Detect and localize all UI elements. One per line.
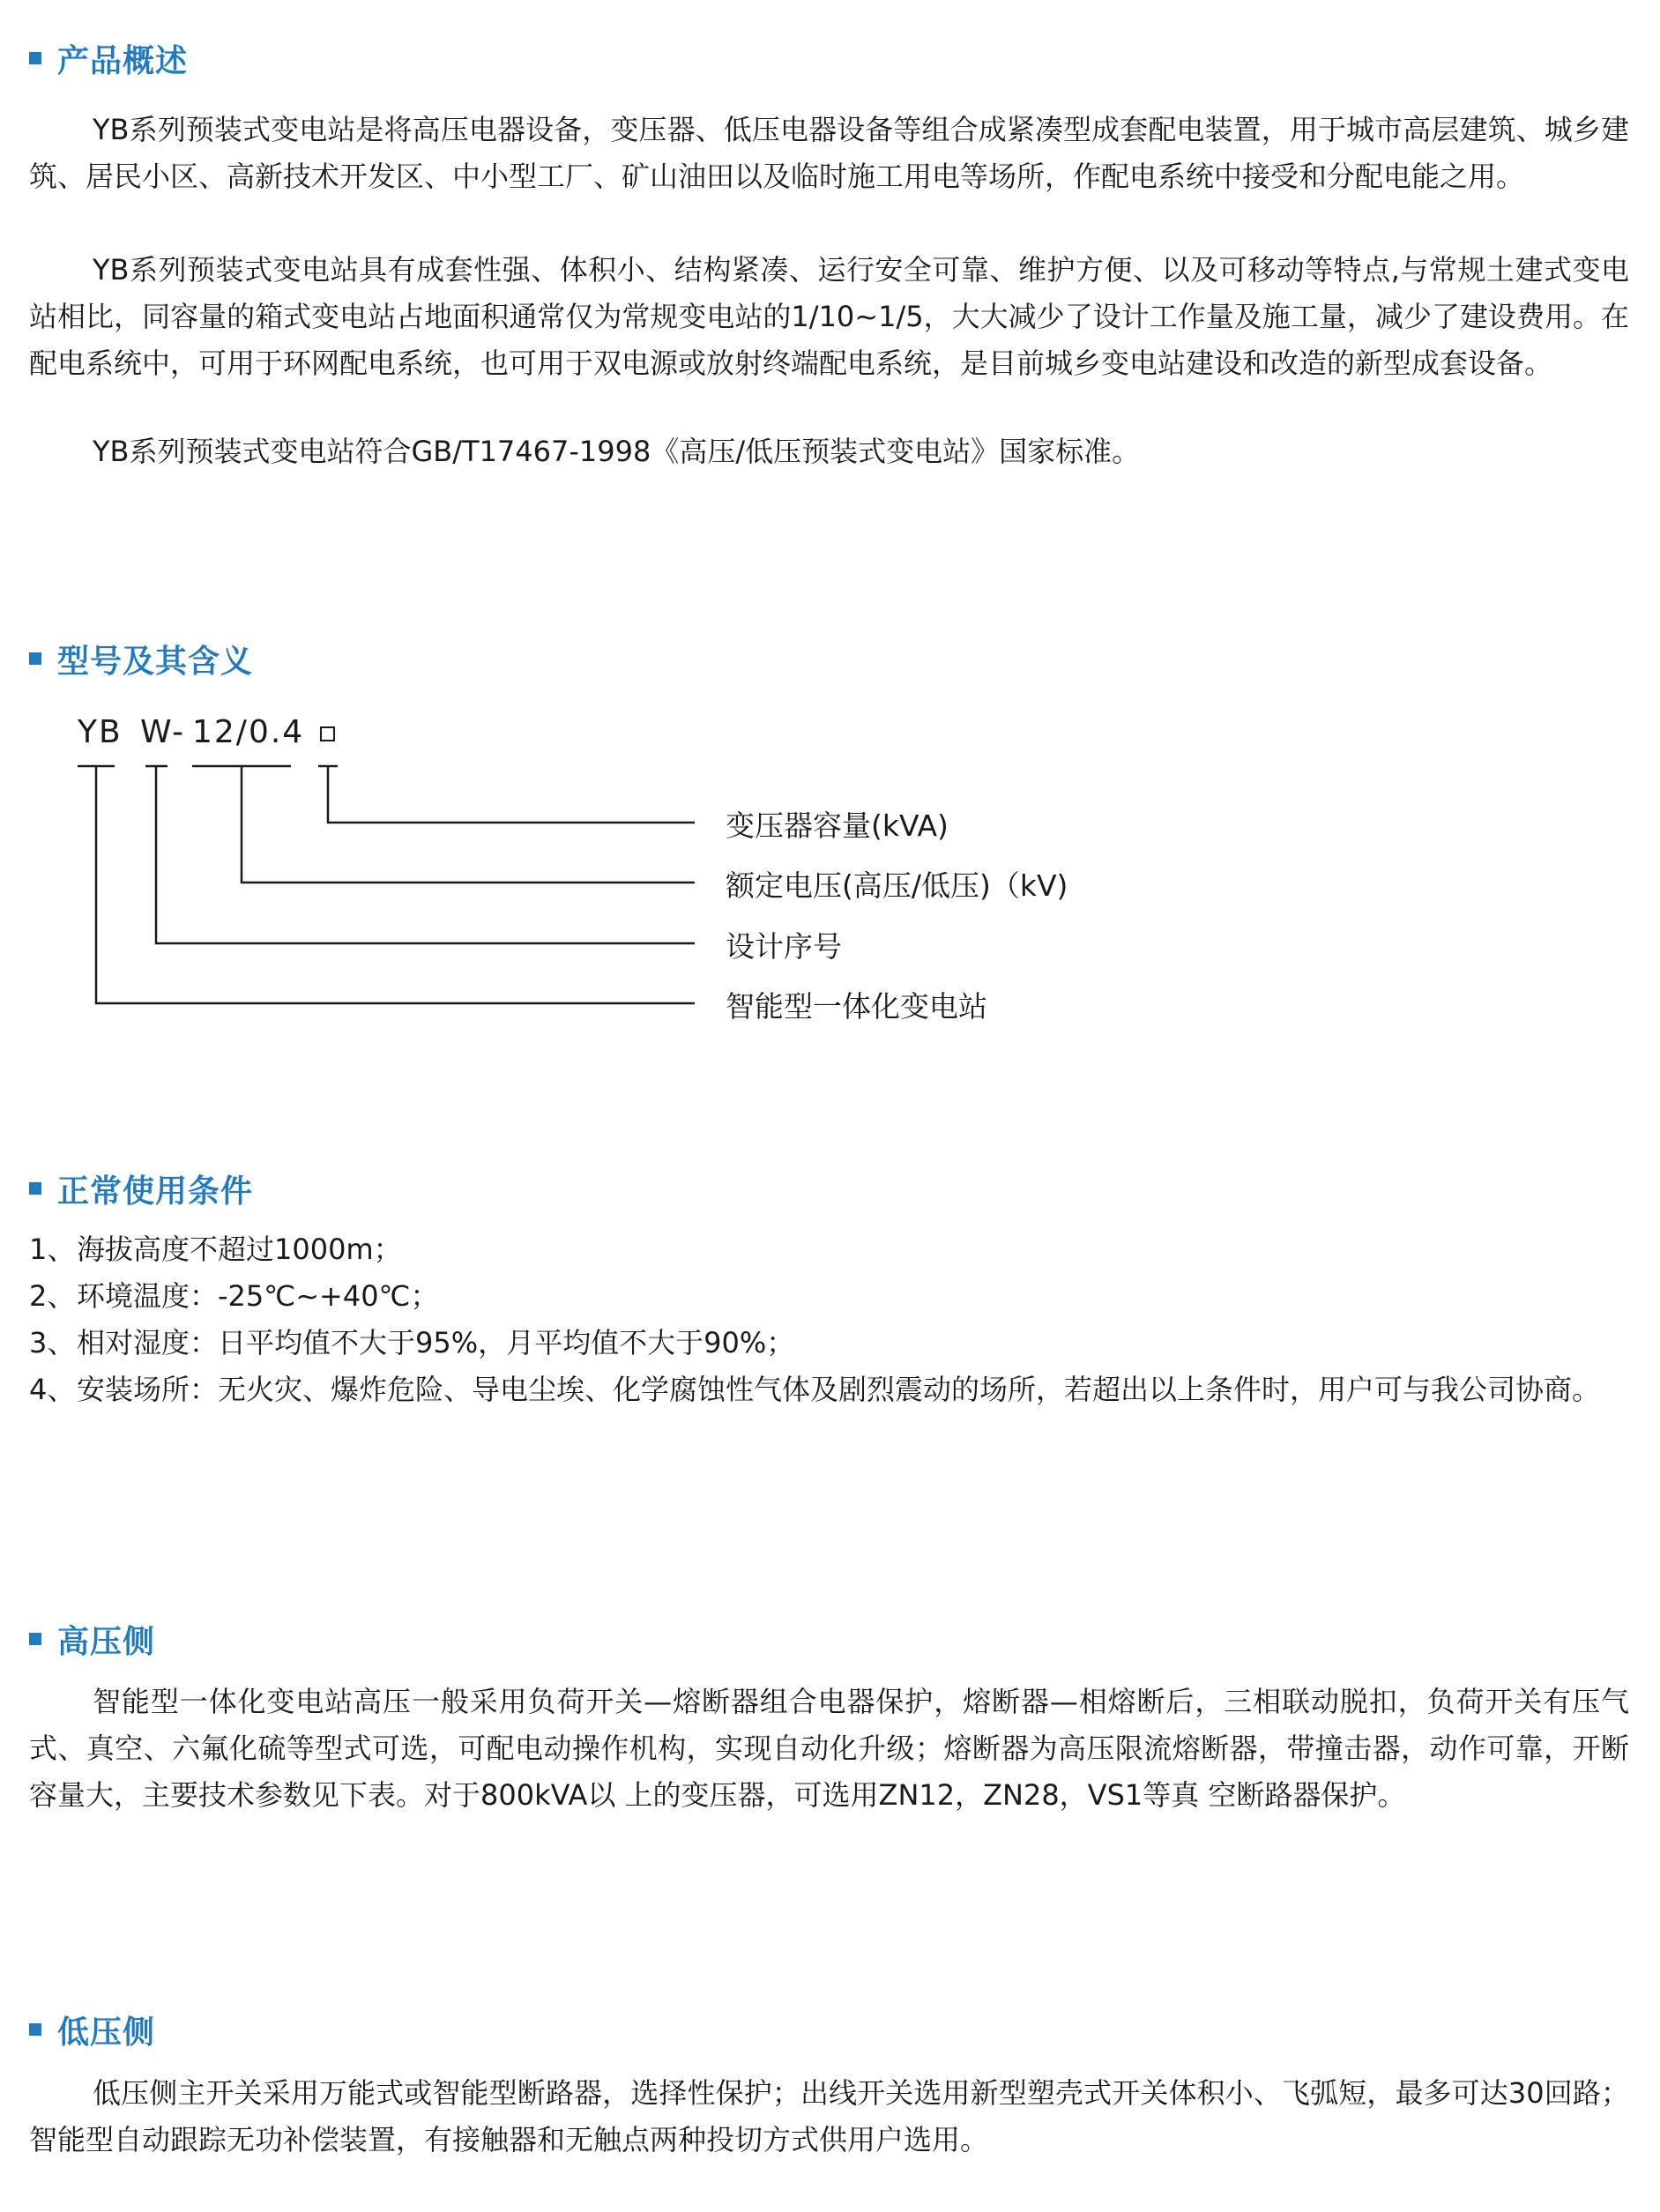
high-voltage-paragraph: 智能型一体化变电站高压一般采用负荷开关—熔断器组合电器保护，熔断器—相熔断后，三相联动脱扣，负荷开关有压气式、真空、六氟化硫等型式可选，可配电动操作机构，实现自动化升级；熔断器为高压限流熔断器，带撞击器，动作可靠，开断容量大，主要技术参数见下表。对于800kVA以 上的变压器，可选用ZN12，ZN28，VS1等真 空断路器保护。 (29, 1685, 1629, 1812)
leader-type (96, 766, 695, 1003)
overview-paragraph-1: YB系列预装式变电站是将高压电器设备，变压器、低压电器设备等组合成紧凑型成套配电装置，用于城市高层建筑、城乡建筑、居民小区、高新技术开发区、中小型工厂、矿山油田以及临时施工用电等场所，作配电系统中接受和分配电能之用。 (29, 113, 1629, 193)
legend-capacity: 变压器容量(kVA) (726, 808, 949, 843)
square-bullet-icon (29, 1182, 41, 1195)
section-heading-model (29, 632, 253, 685)
list-item-number: 2、 (29, 1279, 76, 1313)
leader-rating (242, 766, 695, 883)
section-title: 高压侧 (57, 1623, 156, 1660)
legend-type: 智能型一体化变电站 (726, 989, 987, 1024)
low-voltage-paragraph: 低压侧主开关采用万能式或智能型断路器，选择性保护；出线开关选用新型塑壳式开关体积小、飞弧短，最多可达30回路；智能型自动跟踪无功补偿装置，有接触器和无触点两种投切方式供用户选用。 (29, 2076, 1629, 2156)
list-item-number: 4、 (29, 1373, 76, 1406)
list-item-text: 安装场所：无火灾、爆炸危险、导电尘埃、化学腐蚀性气体及剧烈震动的场所，若超出以上条件时，用户可与我公司协商。 (77, 1373, 1601, 1406)
leader-design (156, 766, 695, 943)
list-item-text: 相对湿度：日平均值不大于95%，月平均值不大于90%； (77, 1326, 795, 1359)
legend-voltage: 额定电压(高压/低压)（kV) (726, 868, 1068, 903)
section-title: 产品概述 (57, 42, 189, 79)
overview-paragraph-2: YB系列预装式变电站具有成套性强、体积小、结构紧凑、运行安全可靠、维护方便、以及可移动等特点,与常规土建式变电站相比，同容量的箱式变电站占地面积通常仅为常规变电站的1/10~1/5，大大减少了设计工作量及施工量，减少了建设费用。在配电系统中，可用于环网配电系统，也可用于双电源或放射终端配电系统，是目前城乡变电站建设和改造的新型成套设备。 (29, 253, 1629, 380)
model-code-yb: YB (78, 714, 123, 750)
list-item (29, 1320, 1629, 1367)
section-heading-high-voltage (29, 1612, 155, 1665)
list-item (29, 1226, 1629, 1273)
conditions-list (29, 1226, 1629, 1413)
list-item-text: 海拔高度不超过1000m； (77, 1233, 402, 1266)
overview-paragraph-3: YB系列预装式变电站符合GB/T17467-1998《高压/低压预装式变电站》国家标准。 (93, 435, 1141, 468)
section-title: 型号及其含义 (57, 643, 254, 680)
list-item-number: 3、 (29, 1326, 76, 1359)
section-title: 正常使用条件 (57, 1173, 254, 1210)
list-item (29, 1273, 1629, 1320)
square-bullet-icon (29, 52, 41, 64)
leader-capacity (328, 766, 695, 823)
section-heading-low-voltage (29, 2003, 155, 2056)
list-item (29, 1367, 1629, 1413)
square-bullet-icon (29, 652, 41, 665)
section-title: 低压侧 (57, 2014, 156, 2051)
list-item-text: 环境温度：-25℃~+40℃； (77, 1279, 439, 1313)
square-bullet-icon (29, 1633, 41, 1645)
model-code-w: W- (140, 714, 186, 750)
list-item-number: 1、 (29, 1233, 76, 1266)
legend-design-number: 设计序号 (726, 929, 842, 964)
square-bullet-icon (29, 2023, 41, 2036)
section-heading-conditions (29, 1162, 253, 1215)
model-code-rating: 12/0.4 (192, 714, 305, 750)
model-code-diagram (0, 705, 1146, 1040)
section-heading-overview (29, 32, 188, 85)
